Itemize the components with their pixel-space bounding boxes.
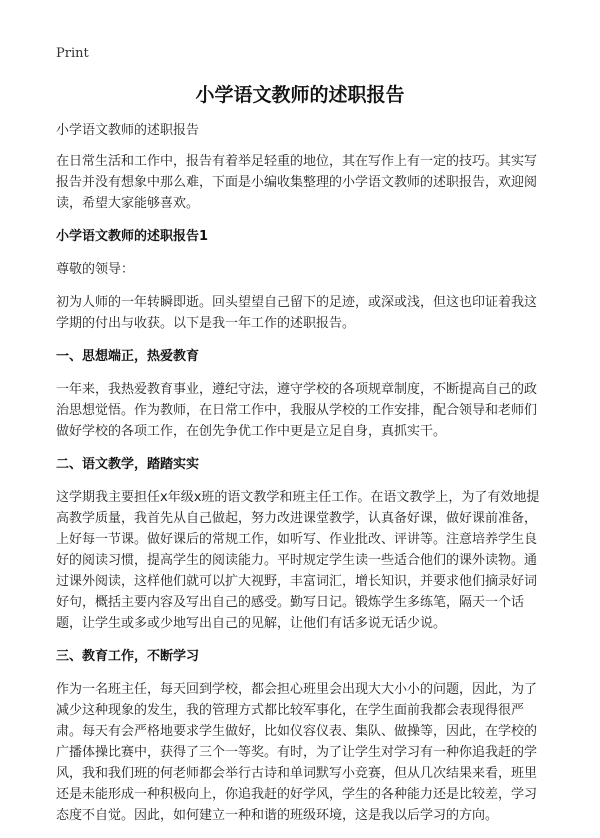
intro-paragraph: 在日常生活和工作中，报告有着举足轻重的地位，其在写作上有一定的技巧。其实写报告并没有想象中那么难，下面是小编收集整理的小学语文教师的述职报告，欢迎阅读，希望大家能够喜欢。 [56,154,538,211]
section-heading: 二、语文教学，踏踏实实 [56,457,200,472]
section-paragraph: 作为一名班主任，每天回到学校，都会担心班里会出现大大小小的问题，因此，为了减少这种现象的发生，我的管理方式都比较军事化，在学生面前我都会表现得很严肃。每天有会严格地要求学生做好，比如仪容仪表、集队、做操等，因此，在学校的广播体操比赛中，获得了三个一等奖。有时，为了让学生对学习有一种你追我赶的学风，我和我们班的何老师都会举行古诗和单词默写小竞赛，但从几次结果来看，班里还是未能形成一种积极向上，你追我赶的好学风，学生的各种能力还是比较差，学习态度不自觉。因此，如何建立一种和谐的班级环境，这是我以后学习的方向。 [56,682,538,823]
page-title: 小学语文教师的述职报告 [195,84,405,106]
document-subtitle: 小学语文教师的述职报告 [56,123,200,138]
print-link[interactable]: Print [56,46,89,61]
section-paragraph: 这学期我主要担任x年级x班的语文教学和班主任工作。在语文教学上，为了有效地提高教学质量，我首先从自己做起，努力改进课堂教学，认真备好课，做好课前准备，上好每一节课。做好课后的常规工作，如听写、作业批改、评讲等。注意培养学生良好的阅读习惯，提高学生的阅读能力。平时规定学生读一些适合他们的课外读物。通过课外阅读，这样他们就可以扩大视野，丰富词汇，增长知识，并要求他们摘录好词好句，概括主要内容及写出自己的感受。勤写日记。锻炼学生多练笔，隔天一个话题，让学生或多或少地写出自己的见解，让他们有话多说无话少说。 [56,490,540,631]
document-body [56,120,546,838]
opening-paragraph: 初为人师的一年转瞬即逝。回头望望自己留下的足迹，或深或浅，但这也印证着我这学期的付出与收获。以下是我一年工作的述职报告。 [56,295,538,331]
section-heading: 三、教育工作，不断学习 [56,649,200,664]
section-paragraph: 一年来，我热爱教育事业，遵纪守法，遵守学校的各项规章制度，不断提高自己的政治思想觉悟。作为教师，在日常工作中，我服从学校的工作安排，配合领导和老师们做好学校的各项工作，在创先争优工作中更是立足自身，真抓实干。 [56,382,538,439]
section-heading: 一、思想端正，热爱教育 [56,349,200,364]
greeting-paragraph: 尊敬的领导： [56,262,135,277]
report-heading: 小学语文教师的述职报告1 [56,229,209,244]
